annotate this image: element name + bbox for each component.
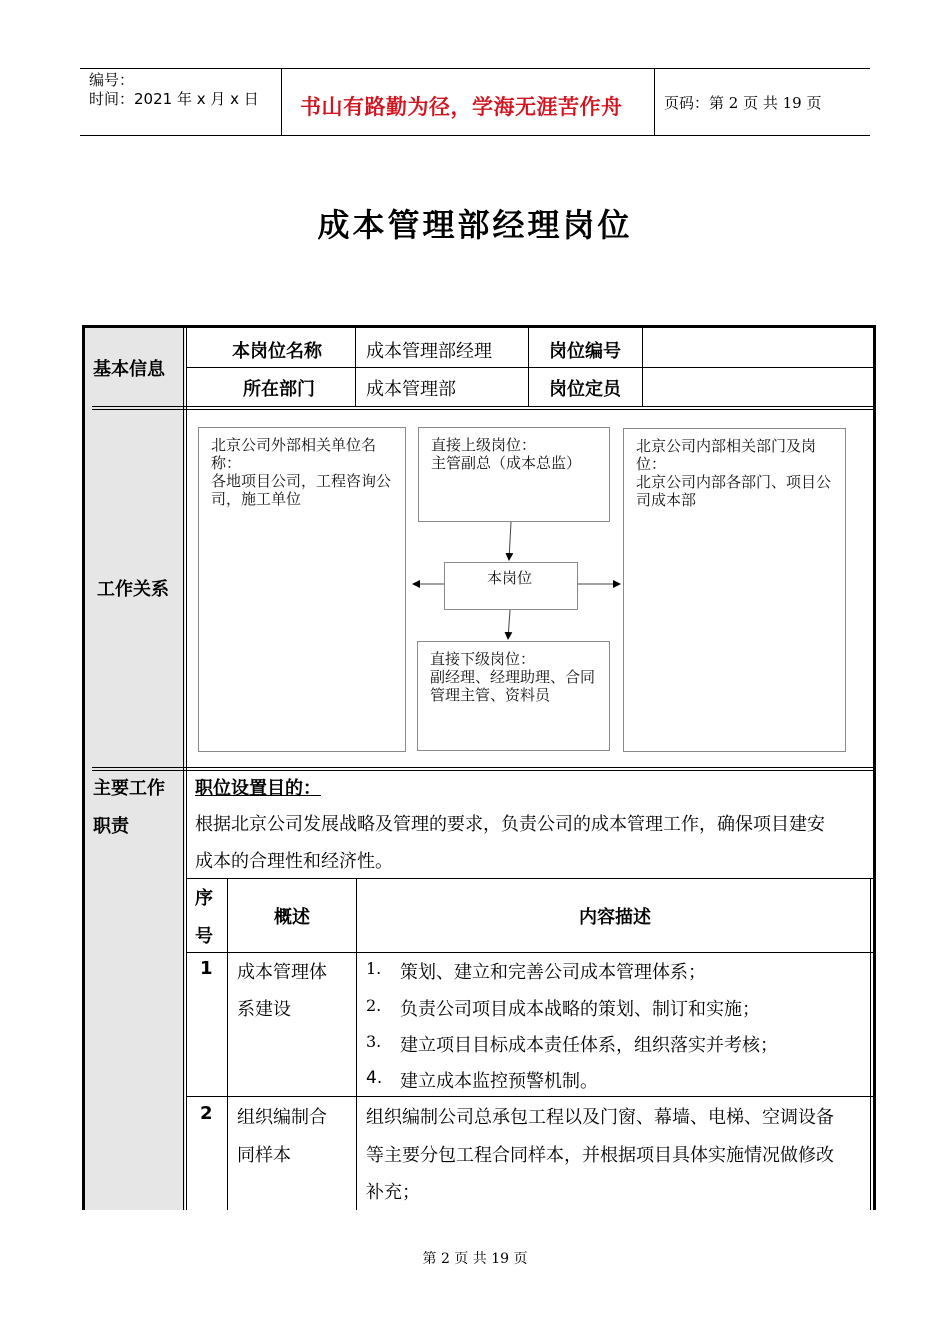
header-page-info: 页码：第 2 页 共 19 页 [664,94,822,112]
row2-line-3: 补充； [366,1182,420,1203]
row1-summary-2: 系建设 [237,999,291,1020]
this-position-label: 本岗位 [487,569,533,587]
basic-info-label: 基本信息 [93,359,165,380]
header-motto: 书山有路勤为径，学海无涯苦作舟 [300,95,623,119]
position-name-label: 本岗位名称 [232,341,322,362]
row2-summary-2: 同样本 [237,1145,291,1166]
row2-summary-1: 组织编制合 [237,1107,327,1128]
department-value: 成本管理部 [366,379,456,400]
header-time-label: 时间：2021 年 x 月 x 日 [89,90,259,108]
row1-item-3-text: 建立项目目标成本责任体系，组织落实并考核； [400,1035,778,1056]
row1-item-4-num: 4. [366,1068,383,1088]
col-no-2: 号 [195,926,213,947]
page-title: 成本管理部经理岗位 [317,206,633,244]
row-rule [186,1096,873,1097]
duties-label-line2: 职责 [93,816,129,837]
purpose-line1: 根据北京公司发展战略及管理的要求，负责公司的成本管理工作，确保项目建安 [195,814,825,835]
column-rule [870,878,871,1210]
row-rule [92,767,873,768]
header-number-label: 编号： [89,71,135,89]
arrow-down-to-position [509,522,511,560]
column-rule [227,878,228,1210]
row2-line-1: 组织编制公司总承包工程以及门窗、幕墙、电梯、空调设备 [366,1107,834,1128]
row-rule [186,952,873,953]
headcount-label: 岗位定员 [549,379,621,400]
row1-item-2-text: 负责公司项目成本战略的策划、制订和实施； [400,999,760,1020]
row1-no: 1 [200,958,213,979]
row1-item-3-num: 3. [366,1032,382,1051]
internal-depts-value: 北京公司内部各部门、项目公司成本部 [636,473,832,509]
row1-item-1-text: 策划、建立和完善公司成本管理体系； [400,962,706,983]
col-no-1: 序 [195,888,213,909]
superior-title: 直接上级岗位： [431,436,537,454]
purpose-line2: 成本的合理性和经济性。 [195,851,393,872]
superior-value: 主管副总（成本总监） [431,454,582,472]
subordinate-title: 直接下级岗位： [430,650,536,668]
col-content: 内容描述 [579,907,651,928]
row1-item-4-text: 建立成本监控预警机制。 [400,1071,598,1092]
row-rule [92,770,873,771]
purpose-title: 职位设置目的： [195,778,321,799]
duties-label-line1: 主要工作 [93,778,165,799]
arrow-down-to-subordinate [508,610,510,639]
column-rule [356,878,357,1210]
row-rule [186,878,873,879]
row2-no: 2 [200,1103,213,1124]
row1-item-1-num: 1. [366,959,382,978]
position-name-value: 成本管理部经理 [366,341,492,362]
external-units-title: 北京公司外部相关单位名称： [211,436,377,472]
position-code-label: 岗位编号 [549,341,621,362]
row2-line-2: 等主要分包工程合同样本，并根据项目具体实施情况做修改 [366,1145,834,1166]
internal-depts-title: 北京公司内部相关部门及岗位： [636,437,817,473]
row1-item-2-num: 2. [366,996,382,1015]
row1-summary-1: 成本管理体 [237,962,327,983]
col-summary: 概述 [274,907,310,928]
work-relations-label: 工作关系 [97,579,169,600]
department-label: 所在部门 [243,379,315,400]
page-footer: 第 2 页 共 19 页 [422,1251,528,1267]
subordinate-value: 副经理、经理助理、合同管理主管、资料员 [430,668,596,704]
external-units-value: 各地项目公司，工程咨询公司，施工单位 [211,472,392,508]
